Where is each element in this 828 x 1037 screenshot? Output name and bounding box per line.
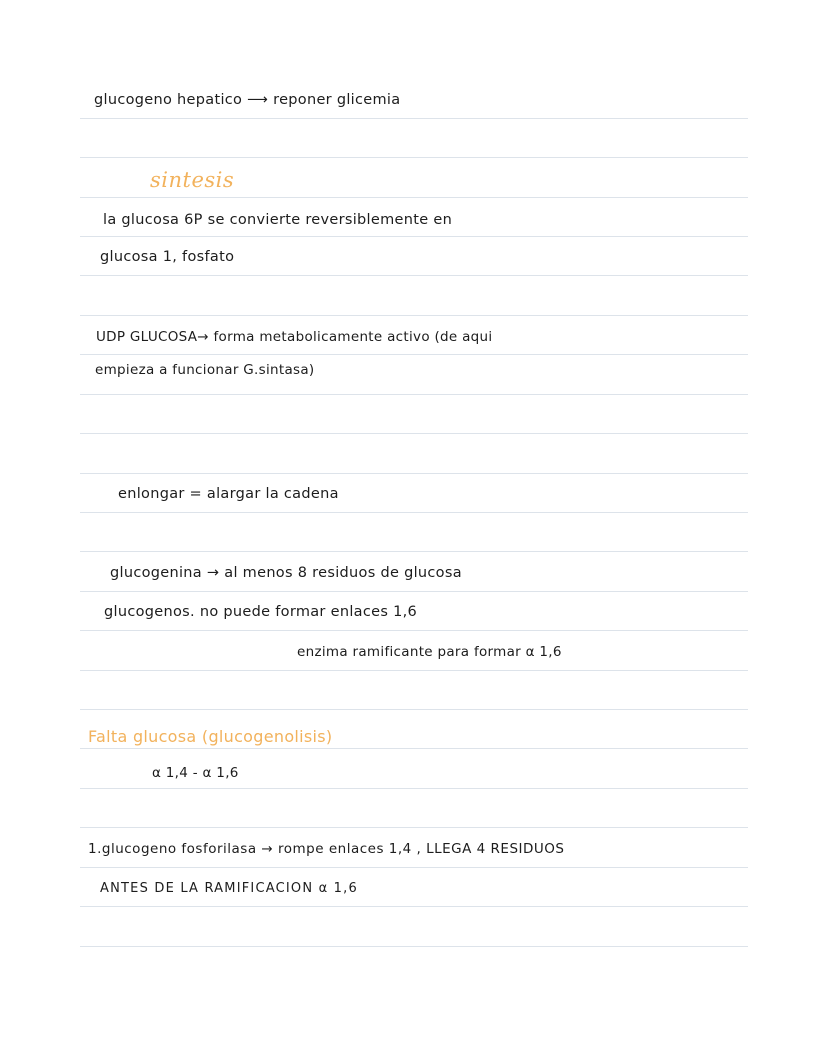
rule-line xyxy=(80,433,748,434)
heading-sintesis: sintesis xyxy=(150,168,235,192)
note-line-glucosa-1-fosfato: glucosa 1, fosfato xyxy=(100,249,235,265)
rule-line xyxy=(80,354,748,355)
note-line-udp-glucosa: UDP GLUCOSA→ forma metabolicamente activo (de aqui xyxy=(96,329,493,345)
rule-line xyxy=(80,118,748,119)
note-line-alpha-bonds: α 1,4 - α 1,6 xyxy=(152,765,239,781)
rule-line xyxy=(80,709,748,710)
rule-line xyxy=(80,670,748,671)
note-line-enzima-ramificante: enzima ramificante para formar α 1,6 xyxy=(297,644,562,660)
rule-line xyxy=(80,591,748,592)
rule-line xyxy=(80,157,748,158)
rule-line xyxy=(80,630,748,631)
note-line-g-sintasa: empieza a funcionar G.sintasa) xyxy=(95,362,315,378)
rule-line xyxy=(80,512,748,513)
rule-line xyxy=(80,197,748,198)
note-line-glucosa-6p: la glucosa 6P se convierte reversiblemente en xyxy=(103,212,453,228)
rule-line xyxy=(80,827,748,828)
rule-line xyxy=(80,236,748,237)
note-line-antes-ramificacion: ANTES DE LA RAMIFICACION α 1,6 xyxy=(100,881,358,896)
rule-line xyxy=(80,946,748,947)
note-line-glucogeno-hepatico: glucogeno hepatico ⟶ reponer glicemia xyxy=(94,92,401,108)
rule-line xyxy=(80,906,748,907)
rule-line xyxy=(80,473,748,474)
rule-line xyxy=(80,394,748,395)
note-line-enlongar: enlongar = alargar la cadena xyxy=(118,486,339,502)
rule-line xyxy=(80,275,748,276)
rule-line xyxy=(80,748,748,749)
rule-line xyxy=(80,867,748,868)
heading-falta-glucosa: Falta glucosa (glucogenolisis) xyxy=(88,727,333,746)
note-line-glucogenina: glucogenina → al menos 8 residuos de glucosa xyxy=(110,565,462,581)
rule-line xyxy=(80,788,748,789)
rule-line xyxy=(80,315,748,316)
rule-line xyxy=(80,551,748,552)
note-line-glucogenos: glucogenos. no puede formar enlaces 1,6 xyxy=(104,604,418,620)
note-line-fosforilasa: 1.glucogeno fosforilasa → rompe enlaces 1,4 , LLEGA 4 RESIDUOS xyxy=(88,841,565,857)
